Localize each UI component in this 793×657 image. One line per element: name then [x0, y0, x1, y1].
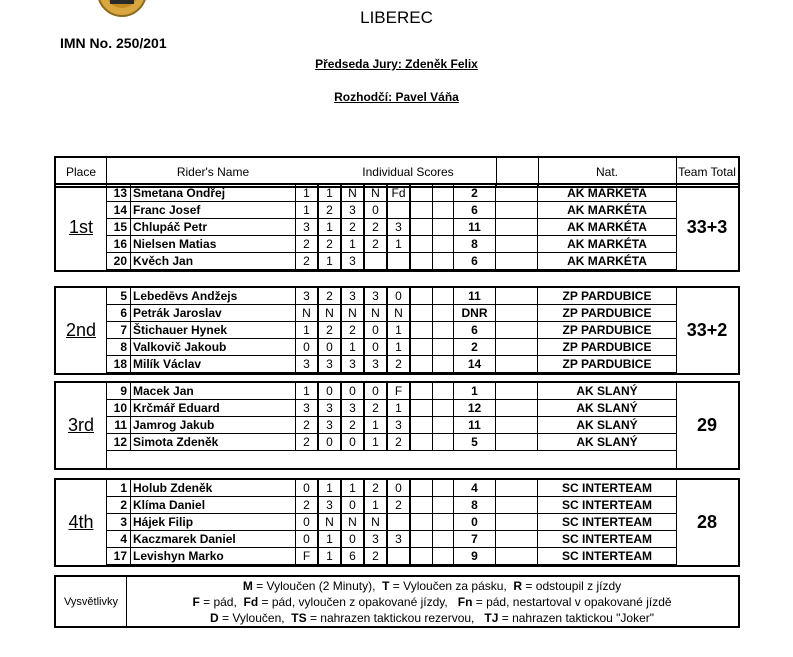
heat-score: 3 — [341, 202, 364, 218]
heat-score — [410, 383, 433, 399]
referee: Rozhodčí: Pavel Váňa — [334, 90, 459, 104]
heat-score: 6 — [341, 548, 364, 564]
heat-score: 0 — [364, 383, 387, 399]
heat-score: 2 — [341, 322, 364, 338]
heat-score: 0 — [387, 288, 410, 304]
empty-cell — [433, 339, 454, 355]
team-place: 3rd — [67, 415, 94, 435]
heat-score: N — [341, 514, 364, 530]
rider-club: ZP PARDUBICE — [562, 323, 652, 337]
rider-number: 3 — [106, 514, 131, 530]
rider-row — [106, 236, 676, 253]
rider-number: 4 — [106, 531, 131, 547]
heat-score: 1 — [341, 236, 364, 252]
heat-score: 2 — [387, 434, 410, 450]
legend-text: = pád, nestartoval v opakované jízdě — [472, 595, 672, 609]
heat-score — [410, 288, 433, 304]
rider-name: Lebedēvs Andžejs — [133, 289, 238, 303]
imn-number: IMN No. 250/201 — [60, 35, 167, 51]
empty-cell — [433, 288, 454, 304]
event-city: LIBEREC — [360, 8, 433, 27]
heat-score: 0 — [364, 202, 387, 218]
rider-name: Milík Václav — [133, 357, 202, 371]
empty-cell — [496, 400, 538, 416]
empty-cell — [496, 288, 538, 304]
empty-cell — [433, 322, 454, 338]
rider-total: 6 — [454, 253, 496, 269]
empty-cell — [496, 548, 538, 564]
rider-club: AK SLANÝ — [576, 401, 638, 415]
rider-total: 4 — [454, 480, 496, 496]
empty-cell — [496, 236, 538, 252]
heat-score: 2 — [295, 253, 318, 269]
rider-row — [106, 383, 676, 400]
legend-text: = nahrazen taktickou rezervou, — [306, 611, 485, 625]
heat-score — [410, 185, 433, 201]
heat-score: 3 — [387, 531, 410, 547]
empty-cell — [496, 253, 538, 269]
rider-name: Franc Josef — [133, 203, 201, 217]
empty-cell — [433, 548, 454, 564]
heat-score — [410, 531, 433, 547]
heat-score: 3 — [341, 400, 364, 416]
heat-score: 1 — [295, 322, 318, 338]
heat-score: 2 — [318, 322, 341, 338]
empty-cell — [496, 219, 538, 235]
rider-number: 11 — [106, 417, 131, 433]
heat-score — [410, 322, 433, 338]
empty-cell — [433, 434, 454, 450]
legend-code: F — [192, 595, 200, 609]
heat-score: 1 — [295, 185, 318, 201]
legend-line-1 — [126, 578, 738, 594]
legend-code: TS — [291, 611, 307, 625]
rider-number: 8 — [106, 339, 131, 355]
legend-code: R — [513, 579, 523, 593]
team-place: 1st — [68, 217, 93, 237]
rider-name: Nielsen Matias — [133, 237, 217, 251]
legend-text: = Vyloučen (2 Minuty), — [252, 579, 383, 593]
rider-number: 2 — [106, 497, 131, 513]
rider-name: Simota Zdeněk — [133, 435, 219, 449]
rider-total: 5 — [454, 434, 496, 450]
rider-number: 5 — [106, 288, 131, 304]
empty-cell — [433, 417, 454, 433]
place-column-header: Place — [65, 165, 97, 179]
heat-score — [410, 417, 433, 433]
heat-score: 0 — [364, 322, 387, 338]
rider-name: Krčmář Eduard — [133, 401, 220, 415]
rider-row — [106, 480, 676, 497]
rider-total: 2 — [454, 185, 496, 201]
rider-row — [106, 417, 676, 434]
empty-cell — [496, 305, 538, 321]
legend-text: = pád, vyloučen z opakované jízdy, — [258, 595, 458, 609]
rider-total: 7 — [454, 531, 496, 547]
rider-number: 1 — [106, 480, 131, 496]
empty-cell — [496, 497, 538, 513]
rider-number: 6 — [106, 305, 131, 321]
rider-row — [106, 531, 676, 548]
heat-score — [410, 514, 433, 530]
rider-row — [106, 322, 676, 339]
rider-row — [106, 400, 676, 417]
legend-code: TJ — [484, 611, 499, 625]
rider-club: AK SLANÝ — [576, 384, 638, 398]
heat-score: 3 — [364, 288, 387, 304]
heat-score: 1 — [387, 236, 410, 252]
rider-name: Holub Zdeněk — [133, 481, 213, 495]
heat-score: 2 — [364, 400, 387, 416]
team-group — [54, 381, 740, 470]
rider-club: AK MARKÉTA — [567, 254, 647, 268]
team-group — [54, 286, 740, 375]
empty-cell — [496, 417, 538, 433]
heat-score: 2 — [364, 480, 387, 496]
heat-score: 3 — [364, 356, 387, 372]
heat-score: 3 — [295, 400, 318, 416]
legend-line-2 — [126, 594, 738, 610]
team-group — [54, 478, 740, 567]
heat-score: 1 — [341, 480, 364, 496]
rider-row — [106, 548, 676, 565]
rider-club: AK MARKÉTA — [567, 220, 647, 234]
rider-row — [106, 434, 676, 451]
rider-total: DNR — [454, 305, 496, 321]
rider-column-header: Rider's Name — [176, 165, 250, 179]
heat-score: 1 — [318, 253, 341, 269]
rider-name: Macek Jan — [133, 384, 194, 398]
heat-score: N — [364, 185, 387, 201]
heat-score: 2 — [295, 497, 318, 513]
rider-number: 20 — [106, 253, 131, 269]
empty-cell — [433, 185, 454, 201]
empty-cell — [433, 305, 454, 321]
heat-score — [410, 356, 433, 372]
heat-score: N — [341, 305, 364, 321]
legend-code: T — [382, 579, 390, 593]
rider-total: 8 — [454, 236, 496, 252]
rider-row — [106, 253, 676, 270]
empty-cell — [433, 400, 454, 416]
heat-score: N — [364, 514, 387, 530]
rider-total: 14 — [454, 356, 496, 372]
empty-cell — [496, 383, 538, 399]
rider-row — [106, 202, 676, 219]
rider-number: 13 — [106, 185, 131, 201]
heat-score: 2 — [318, 288, 341, 304]
heat-score — [410, 434, 433, 450]
rider-club: ZP PARDUBICE — [562, 340, 652, 354]
heat-score — [410, 305, 433, 321]
team-total: 29 — [696, 415, 718, 435]
heat-score: 0 — [341, 383, 364, 399]
heat-score: 2 — [387, 497, 410, 513]
heat-score: 0 — [341, 434, 364, 450]
rider-number: 17 — [106, 548, 131, 564]
heat-score: N — [295, 305, 318, 321]
legend-text: = Vyloučen za pásku, — [389, 579, 514, 593]
rider-row — [106, 185, 676, 202]
rider-total: 11 — [454, 288, 496, 304]
rider-number: 18 — [106, 356, 131, 372]
rider-club: ZP PARDUBICE — [562, 306, 652, 320]
legend-code: Fd — [243, 595, 259, 609]
rider-club: AK SLANÝ — [576, 418, 638, 432]
heat-score: 0 — [295, 514, 318, 530]
heat-score: 0 — [295, 531, 318, 547]
heat-score — [410, 497, 433, 513]
rider-club: ZP PARDUBICE — [562, 289, 652, 303]
rider-name: Kvěch Jan — [133, 254, 194, 268]
empty-cell — [496, 322, 538, 338]
nat-column-header: Nat. — [595, 165, 618, 179]
empty-cell — [496, 185, 538, 201]
heat-score: 3 — [295, 288, 318, 304]
heat-score: 2 — [364, 548, 387, 564]
heat-score: 2 — [295, 236, 318, 252]
heat-score — [410, 219, 433, 235]
heat-score: 3 — [318, 400, 341, 416]
rider-total: 11 — [454, 417, 496, 433]
heat-score: 2 — [341, 417, 364, 433]
rider-club: SC INTERTEAM — [562, 515, 652, 529]
rider-row — [106, 356, 676, 373]
heat-score: 3 — [387, 219, 410, 235]
jury-president: Předseda Jury: Zdeněk Felix — [315, 57, 478, 71]
legend-code: M — [242, 579, 253, 593]
rider-total: 0 — [454, 514, 496, 530]
heat-score: N — [318, 305, 341, 321]
heat-score — [410, 339, 433, 355]
legend-code: D — [209, 611, 219, 625]
heat-score — [387, 514, 410, 530]
rider-total: 1 — [454, 383, 496, 399]
empty-cell — [496, 514, 538, 530]
heat-score: N — [341, 185, 364, 201]
rider-total: 6 — [454, 322, 496, 338]
rider-club: SC INTERTEAM — [562, 498, 652, 512]
heat-score: 2 — [295, 434, 318, 450]
rider-club: AK SLANÝ — [576, 435, 638, 449]
heat-score: 2 — [364, 236, 387, 252]
rider-club: SC INTERTEAM — [562, 549, 652, 563]
heat-score: F — [295, 548, 318, 564]
heat-score — [410, 400, 433, 416]
heat-score — [364, 253, 387, 269]
rider-number: 12 — [106, 434, 131, 450]
heat-score — [387, 202, 410, 218]
heat-score — [387, 548, 410, 564]
heat-score: 3 — [387, 417, 410, 433]
heat-score: 1 — [387, 339, 410, 355]
rider-club: SC INTERTEAM — [562, 481, 652, 495]
heat-score: 1 — [364, 434, 387, 450]
heat-score: 3 — [295, 356, 318, 372]
empty-cell — [496, 434, 538, 450]
heat-score: 1 — [387, 400, 410, 416]
heat-score: 0 — [318, 383, 341, 399]
rider-row — [106, 339, 676, 356]
heat-score — [410, 548, 433, 564]
heat-score: 1 — [387, 322, 410, 338]
empty-cell — [496, 339, 538, 355]
heat-score: 0 — [318, 339, 341, 355]
heat-score — [410, 236, 433, 252]
empty-cell — [433, 202, 454, 218]
heat-score: 0 — [341, 497, 364, 513]
rider-club: ZP PARDUBICE — [562, 357, 652, 371]
heat-score: 1 — [364, 417, 387, 433]
legend-title: Vysvětlivky — [56, 577, 127, 626]
rider-row — [106, 514, 676, 531]
heat-score: 3 — [318, 497, 341, 513]
legend-code: Fn — [457, 595, 473, 609]
rider-total: 2 — [454, 339, 496, 355]
heat-score: 1 — [364, 497, 387, 513]
rider-number: 10 — [106, 400, 131, 416]
empty-cell — [496, 356, 538, 372]
team-total-column-header: Team Total — [678, 165, 736, 179]
heat-score: 0 — [295, 480, 318, 496]
heat-score: 0 — [341, 531, 364, 547]
rider-name: Jamrog Jakub — [133, 418, 215, 432]
empty-cell — [433, 514, 454, 530]
rider-number: 9 — [106, 383, 131, 399]
heat-score: 3 — [341, 356, 364, 372]
heat-score — [387, 253, 410, 269]
heat-score: F — [387, 383, 410, 399]
heat-score: 1 — [341, 339, 364, 355]
heat-score: N — [364, 305, 387, 321]
heat-score: 3 — [341, 288, 364, 304]
empty-cell — [433, 219, 454, 235]
rider-number: 16 — [106, 236, 131, 252]
empty-cell — [433, 383, 454, 399]
heat-score: 1 — [318, 185, 341, 201]
heat-score: 3 — [364, 531, 387, 547]
rider-club: AK MARKÉTA — [567, 203, 647, 217]
rider-total: 11 — [454, 219, 496, 235]
heat-score: 3 — [318, 356, 341, 372]
rider-number: 15 — [106, 219, 131, 235]
rider-club: SC INTERTEAM — [562, 532, 652, 546]
empty-cell — [433, 497, 454, 513]
heat-score: 1 — [318, 531, 341, 547]
heat-score — [410, 480, 433, 496]
heat-score: 0 — [364, 339, 387, 355]
empty-cell — [496, 480, 538, 496]
heat-score: N — [387, 305, 410, 321]
rider-name: Petrák Jaroslav — [133, 306, 222, 320]
heat-score: 2 — [318, 202, 341, 218]
rider-name: Štichauer Hynek — [133, 323, 228, 337]
team-total: 33+2 — [686, 320, 728, 340]
scores-column-header: Individual Scores — [362, 165, 454, 179]
heat-score: 1 — [318, 219, 341, 235]
heat-score: 2 — [295, 417, 318, 433]
rider-total: 9 — [454, 548, 496, 564]
heat-score: 1 — [318, 548, 341, 564]
heat-score: 1 — [295, 383, 318, 399]
team-place: 2nd — [65, 320, 97, 340]
heat-score: 0 — [318, 434, 341, 450]
heat-score — [410, 253, 433, 269]
rider-row — [106, 288, 676, 305]
heat-score: 2 — [318, 236, 341, 252]
rider-club: AK MARKÉTA — [567, 237, 647, 251]
rider-name: Levishyn Marko — [133, 549, 224, 563]
team-place: 4th — [68, 512, 94, 532]
rider-row — [106, 497, 676, 514]
rider-row — [106, 219, 676, 236]
rider-club: AK MARKÉTA — [567, 186, 647, 200]
legend-text: = Vyloučen, — [218, 611, 292, 625]
heat-score: 3 — [295, 219, 318, 235]
empty-cell — [433, 356, 454, 372]
heat-score: 2 — [341, 219, 364, 235]
rider-name: Smetana Ondřej — [133, 186, 226, 200]
rider-number: 7 — [106, 322, 131, 338]
rider-name: Kaczmarek Daniel — [133, 532, 236, 546]
empty-cell — [433, 236, 454, 252]
heat-score — [410, 202, 433, 218]
rider-total: 6 — [454, 202, 496, 218]
team-total: 28 — [696, 512, 718, 532]
rider-row — [106, 305, 676, 322]
heat-score: 1 — [295, 202, 318, 218]
empty-cell — [496, 202, 538, 218]
heat-score: 3 — [318, 417, 341, 433]
empty-cell — [433, 480, 454, 496]
rider-number: 14 — [106, 202, 131, 218]
legend-text: = nahrazen taktickou "Joker" — [498, 611, 654, 625]
rider-total: 12 — [454, 400, 496, 416]
rider-name: Chlupáč Petr — [133, 220, 208, 234]
heat-score: 2 — [387, 356, 410, 372]
team-group — [54, 183, 740, 272]
empty-cell — [433, 531, 454, 547]
heat-score: 1 — [318, 480, 341, 496]
heat-score: 2 — [364, 219, 387, 235]
empty-cell — [433, 253, 454, 269]
legend-line-3 — [126, 610, 738, 626]
empty-cell — [496, 531, 538, 547]
team-total: 33+3 — [686, 217, 728, 237]
heat-score: Fd — [387, 185, 410, 201]
rider-total: 8 — [454, 497, 496, 513]
rider-name: Hájek Filip — [133, 515, 194, 529]
legend — [54, 575, 740, 628]
heat-score: 3 — [341, 253, 364, 269]
heat-score: 0 — [387, 480, 410, 496]
rider-name: Valkovič Jakoub — [133, 340, 227, 354]
legend-text: = odstoupil z jízdy — [522, 579, 622, 593]
legend-text: = pád, — [199, 595, 244, 609]
heat-score: 0 — [295, 339, 318, 355]
heat-score: N — [318, 514, 341, 530]
rider-name: Klíma Daniel — [133, 498, 206, 512]
